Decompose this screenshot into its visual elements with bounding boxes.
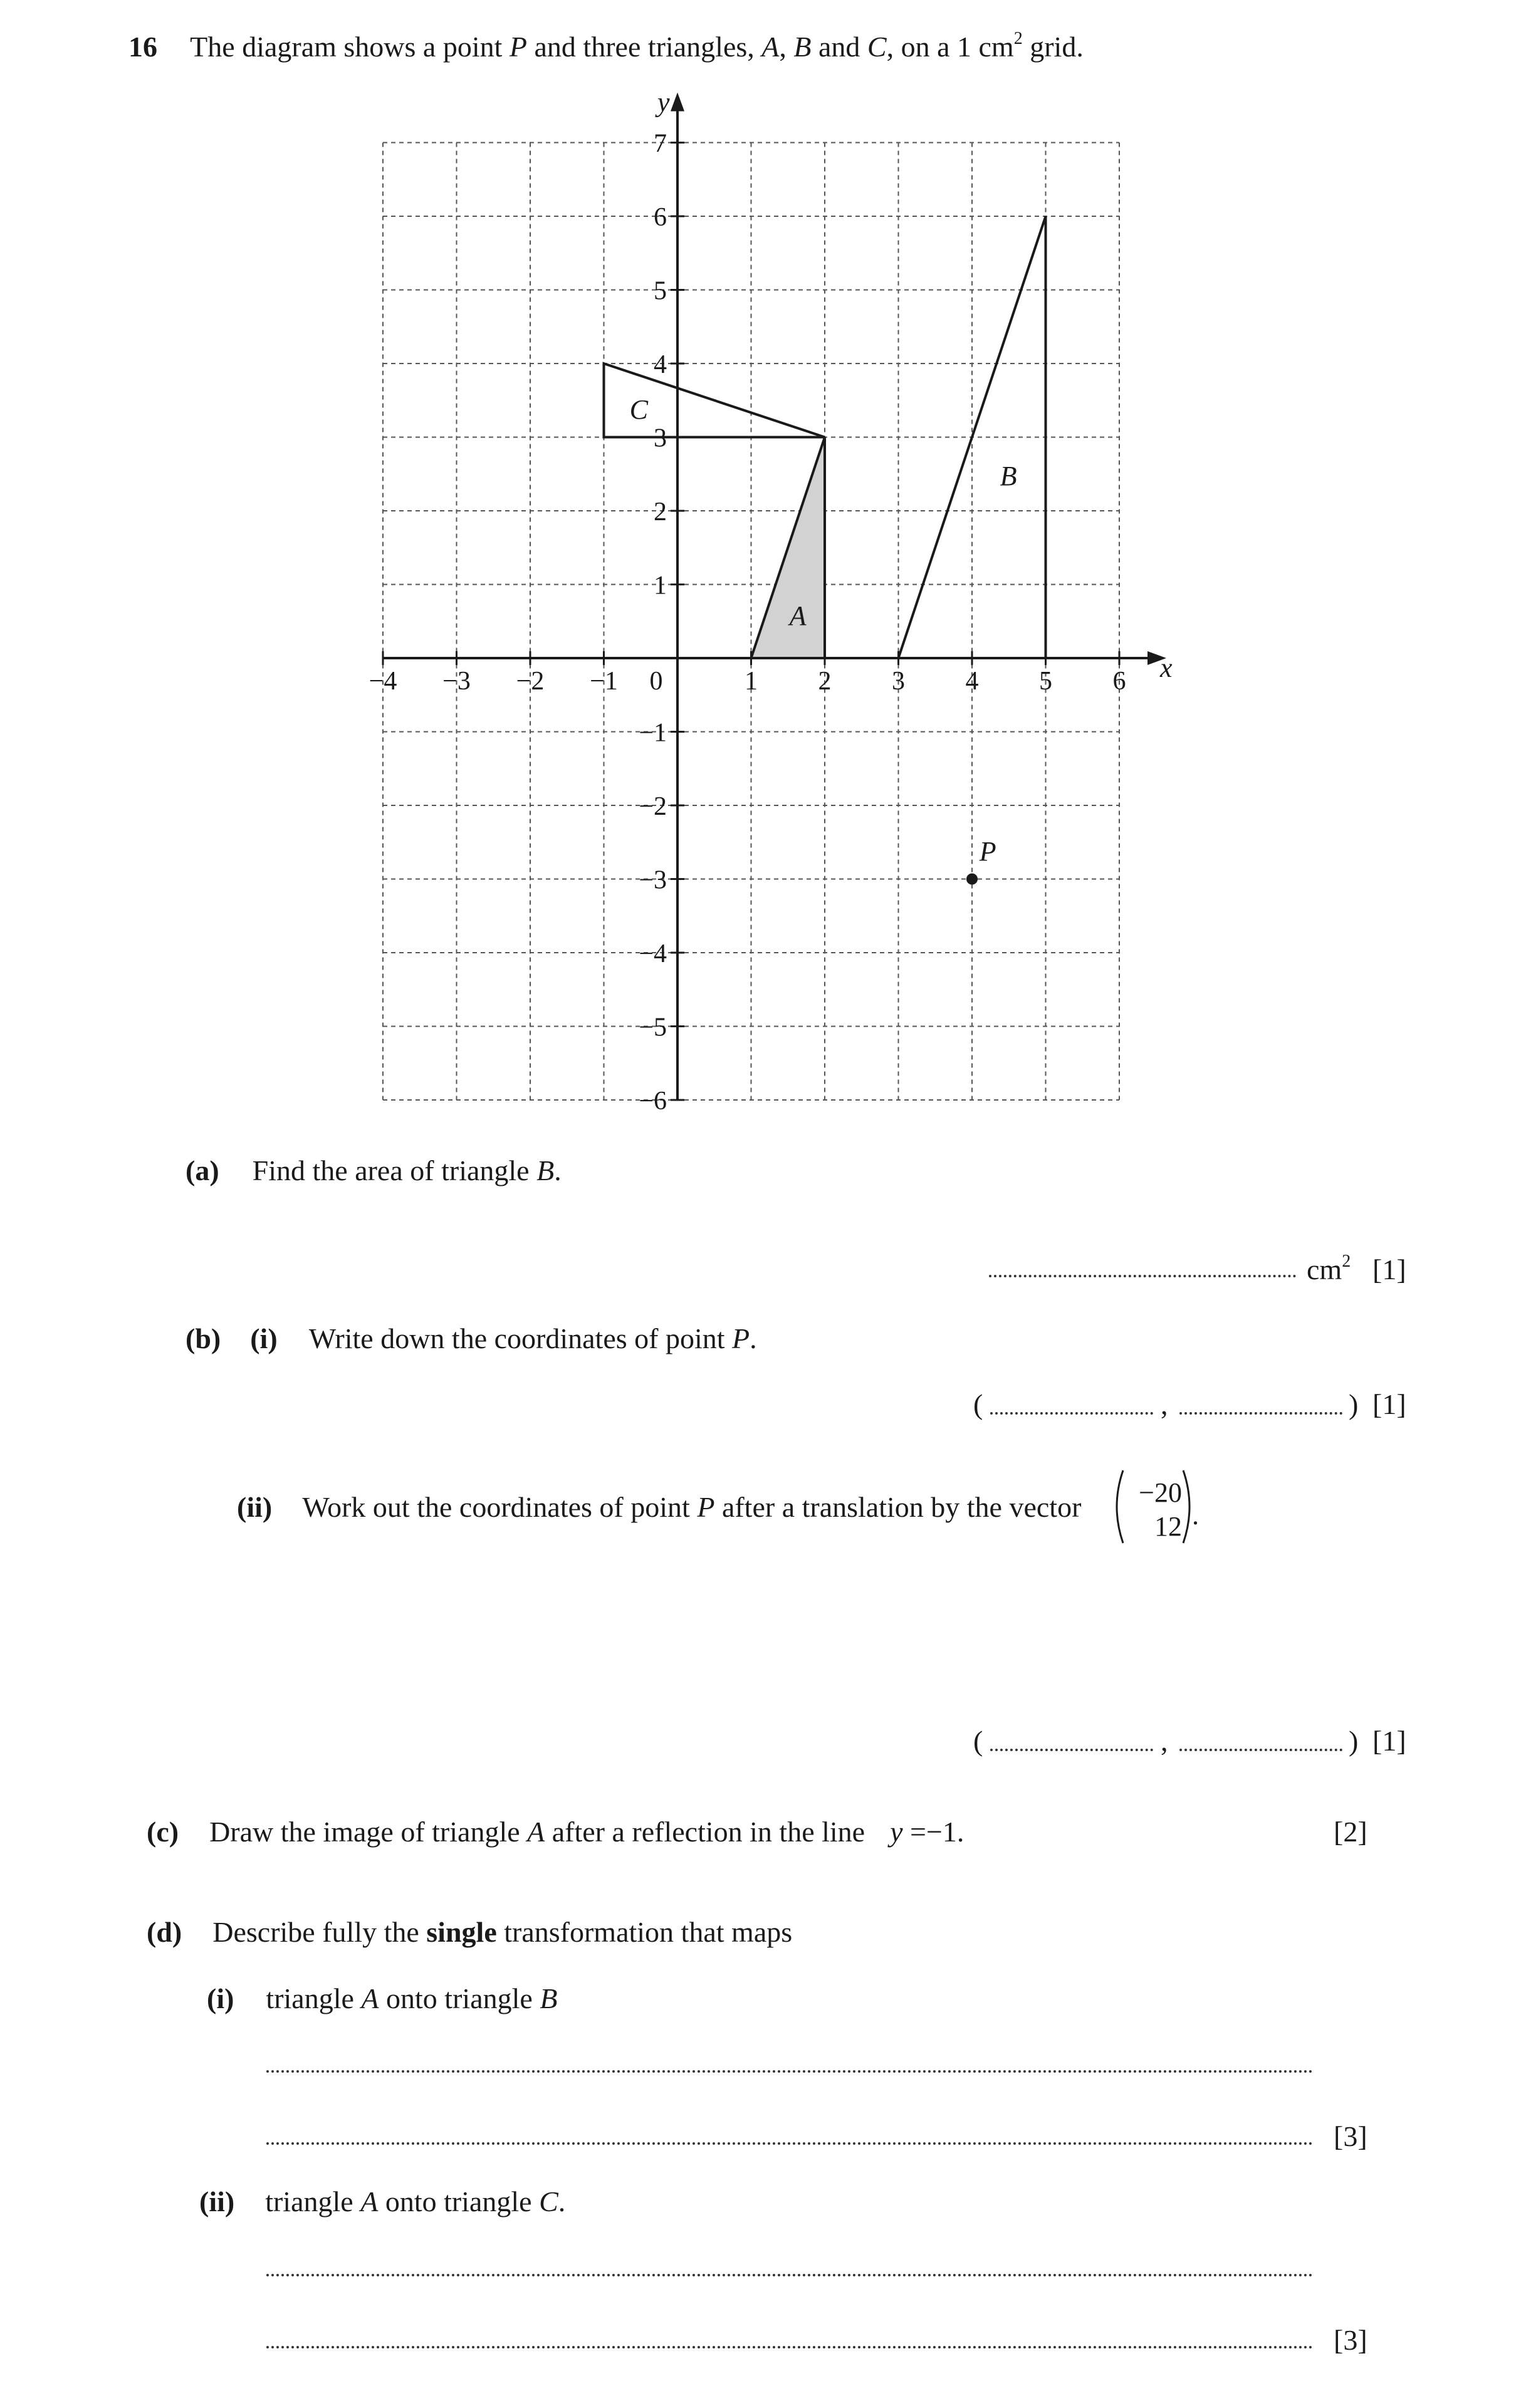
part-d-ii-a: A — [360, 2186, 379, 2217]
part-c-a: A — [527, 1816, 545, 1848]
part-b-i-end: . — [750, 1322, 757, 1354]
y-axis-arrowhead — [671, 93, 684, 112]
part-b-ii-label: (ii) — [237, 1491, 273, 1523]
triangle-a — [751, 437, 825, 659]
y-tick-label: −5 — [639, 1013, 667, 1042]
part-b-label: (b) — [186, 1322, 221, 1354]
part-c-label: (c) — [147, 1816, 179, 1848]
part-d-ii-answer-line-2[interactable] — [266, 2346, 1313, 2348]
part-b-i-label: (i) — [250, 1322, 278, 1354]
grid-lines — [383, 143, 1119, 1101]
part-b-i-question — [186, 1324, 757, 1353]
y-tick-label: 5 — [654, 276, 667, 306]
y-tick-label: −2 — [639, 792, 667, 821]
intro-text-2: and three triangles, — [527, 31, 762, 63]
x-tick-label: −4 — [369, 667, 397, 696]
part-c-text: Draw the image of triangle — [209, 1816, 528, 1848]
part-b-ii-y-answer[interactable] — [1179, 1749, 1342, 1751]
part-d-i-a: A — [361, 1982, 379, 2014]
x-tick-label: −2 — [516, 667, 545, 696]
part-d-bold: single — [426, 1916, 497, 1948]
part-b-i-x-answer[interactable] — [990, 1412, 1153, 1415]
y-tick-label: 3 — [654, 424, 667, 453]
intro-text: The diagram shows a point — [190, 31, 510, 63]
part-b-ii-question — [237, 1493, 1081, 1522]
part-a-text: Find the area of triangle — [252, 1154, 537, 1186]
part-b-i-text: Write down the coordinates of point — [308, 1322, 733, 1354]
part-d-i-answer-line-1[interactable] — [266, 2070, 1313, 2073]
part-c-marks: [2] — [1334, 1816, 1367, 1848]
part-b-ii-text: Work out the coordinates of point — [302, 1491, 698, 1523]
part-a-end: . — [554, 1154, 562, 1186]
part-d-ii-question — [199, 2187, 565, 2216]
vector-bottom: 12 — [1154, 1511, 1182, 1542]
x-tick-label: −3 — [442, 667, 471, 696]
part-d-i-question — [207, 1984, 557, 2013]
y-tick-label: −4 — [639, 940, 667, 968]
coordinate-grid — [0, 0, 1516, 1160]
part-a-b: B — [536, 1154, 555, 1186]
triangle-c-label: C — [629, 394, 648, 426]
x-tick-label: 2 — [818, 667, 832, 696]
intro-unit-sup: 2 — [1013, 29, 1023, 48]
part-d-question — [147, 1918, 792, 1947]
part-c-eq-rest: =−1. — [902, 1816, 964, 1848]
part-c-question — [147, 1818, 964, 1846]
part-d-ii-text-2: onto triangle — [378, 2186, 540, 2217]
part-b-i-y-answer[interactable] — [1179, 1412, 1342, 1415]
part-a-answer-line[interactable] — [989, 1275, 1296, 1277]
x-tick-label: −1 — [590, 667, 618, 696]
x-tick-label: 0 — [649, 667, 663, 696]
intro-end: grid. — [1022, 31, 1084, 63]
axis-tick-labels — [369, 130, 1126, 1116]
x-tick-label: 4 — [965, 667, 979, 696]
y-tick-label: 6 — [654, 203, 667, 232]
intro-p: P — [509, 31, 528, 63]
part-a-question — [186, 1156, 562, 1185]
part-b-i-marks: [1] — [1372, 1388, 1406, 1420]
vector-right-bracket — [1183, 1470, 1189, 1543]
triangle-b-label: B — [1000, 460, 1017, 491]
part-b-ii-marks: [1] — [1372, 1725, 1406, 1757]
part-d-i-text-2: onto triangle — [379, 1982, 540, 2014]
part-b-i-p: P — [732, 1322, 750, 1354]
y-tick-label: 4 — [654, 350, 667, 379]
part-d-i-answer-line-2[interactable] — [266, 2142, 1313, 2145]
part-d-i-text: triangle — [266, 1982, 362, 2014]
x-tick-label: 5 — [1039, 667, 1052, 696]
part-d-ii-c: C — [539, 2186, 558, 2217]
y-tick-label: −6 — [639, 1087, 667, 1116]
part-b-i-open-paren: ( — [973, 1388, 983, 1420]
part-c-eq-y: y — [890, 1816, 903, 1848]
vector-end: . — [1192, 1500, 1199, 1531]
part-d-ii-answer-line-1[interactable] — [266, 2274, 1313, 2276]
y-tick-label: 2 — [654, 498, 667, 526]
part-d-text: Describe fully the — [212, 1916, 427, 1948]
part-a-unit-sup: 2 — [1342, 1252, 1351, 1271]
part-b-i-comma: , — [1161, 1388, 1168, 1420]
x-tick-label: 3 — [892, 667, 905, 696]
x-tick-label: 1 — [745, 667, 758, 696]
part-b-ii-open-paren: ( — [973, 1725, 983, 1757]
intro-comma: , — [779, 31, 794, 63]
part-d-ii-label: (ii) — [199, 2186, 235, 2217]
y-tick-label: 7 — [654, 129, 667, 159]
question-number: 16 — [128, 31, 157, 63]
part-b-ii-x-answer[interactable] — [990, 1749, 1153, 1751]
part-d-text-2: transformation that maps — [496, 1916, 793, 1948]
y-tick-label: −3 — [639, 866, 667, 895]
x-axis-label: x — [1160, 652, 1173, 683]
point-p-marker — [966, 874, 978, 885]
part-a-label: (a) — [186, 1154, 219, 1186]
part-d-i-marks: [3] — [1334, 2120, 1367, 2152]
part-b-ii-close-paren: ) — [1349, 1725, 1359, 1757]
part-a-unit — [1307, 1252, 1351, 1285]
y-tick-label: −1 — [639, 718, 667, 748]
part-d-ii-marks: [3] — [1334, 2324, 1367, 2356]
vector-left-bracket — [1117, 1470, 1123, 1543]
intro-unit: , on a 1 cm — [886, 31, 1014, 63]
vector-top: −20 — [1139, 1477, 1182, 1508]
intro-b: B — [793, 31, 812, 63]
y-tick-label: 1 — [654, 571, 667, 600]
part-d-ii-text: triangle — [265, 2186, 361, 2217]
part-a-unit-text: cm — [1307, 1254, 1342, 1285]
x-tick-label: 6 — [1112, 667, 1126, 696]
part-c-text-2: after a reflection in the line — [545, 1816, 865, 1848]
part-d-ii-end: . — [558, 2186, 566, 2217]
part-b-ii-comma: , — [1161, 1725, 1168, 1757]
intro-and: and — [811, 31, 867, 63]
intro-c: C — [867, 31, 887, 63]
point-p-label: P — [979, 836, 996, 867]
triangle-a-label: A — [789, 600, 807, 632]
axis-ticks — [383, 143, 1119, 1101]
translation-vector — [1109, 1467, 1203, 1548]
y-axis-label: y — [657, 86, 670, 118]
part-d-i-label: (i) — [207, 1982, 234, 2014]
part-d-i-b: B — [540, 1982, 558, 2014]
part-d-label: (d) — [147, 1916, 182, 1948]
part-b-i-close-paren: ) — [1349, 1388, 1359, 1420]
intro-a: A — [761, 31, 780, 63]
part-a-marks: [1] — [1372, 1254, 1406, 1285]
part-b-ii-p: P — [697, 1491, 715, 1523]
part-b-ii-text-2: after a translation by the vector — [714, 1491, 1082, 1523]
